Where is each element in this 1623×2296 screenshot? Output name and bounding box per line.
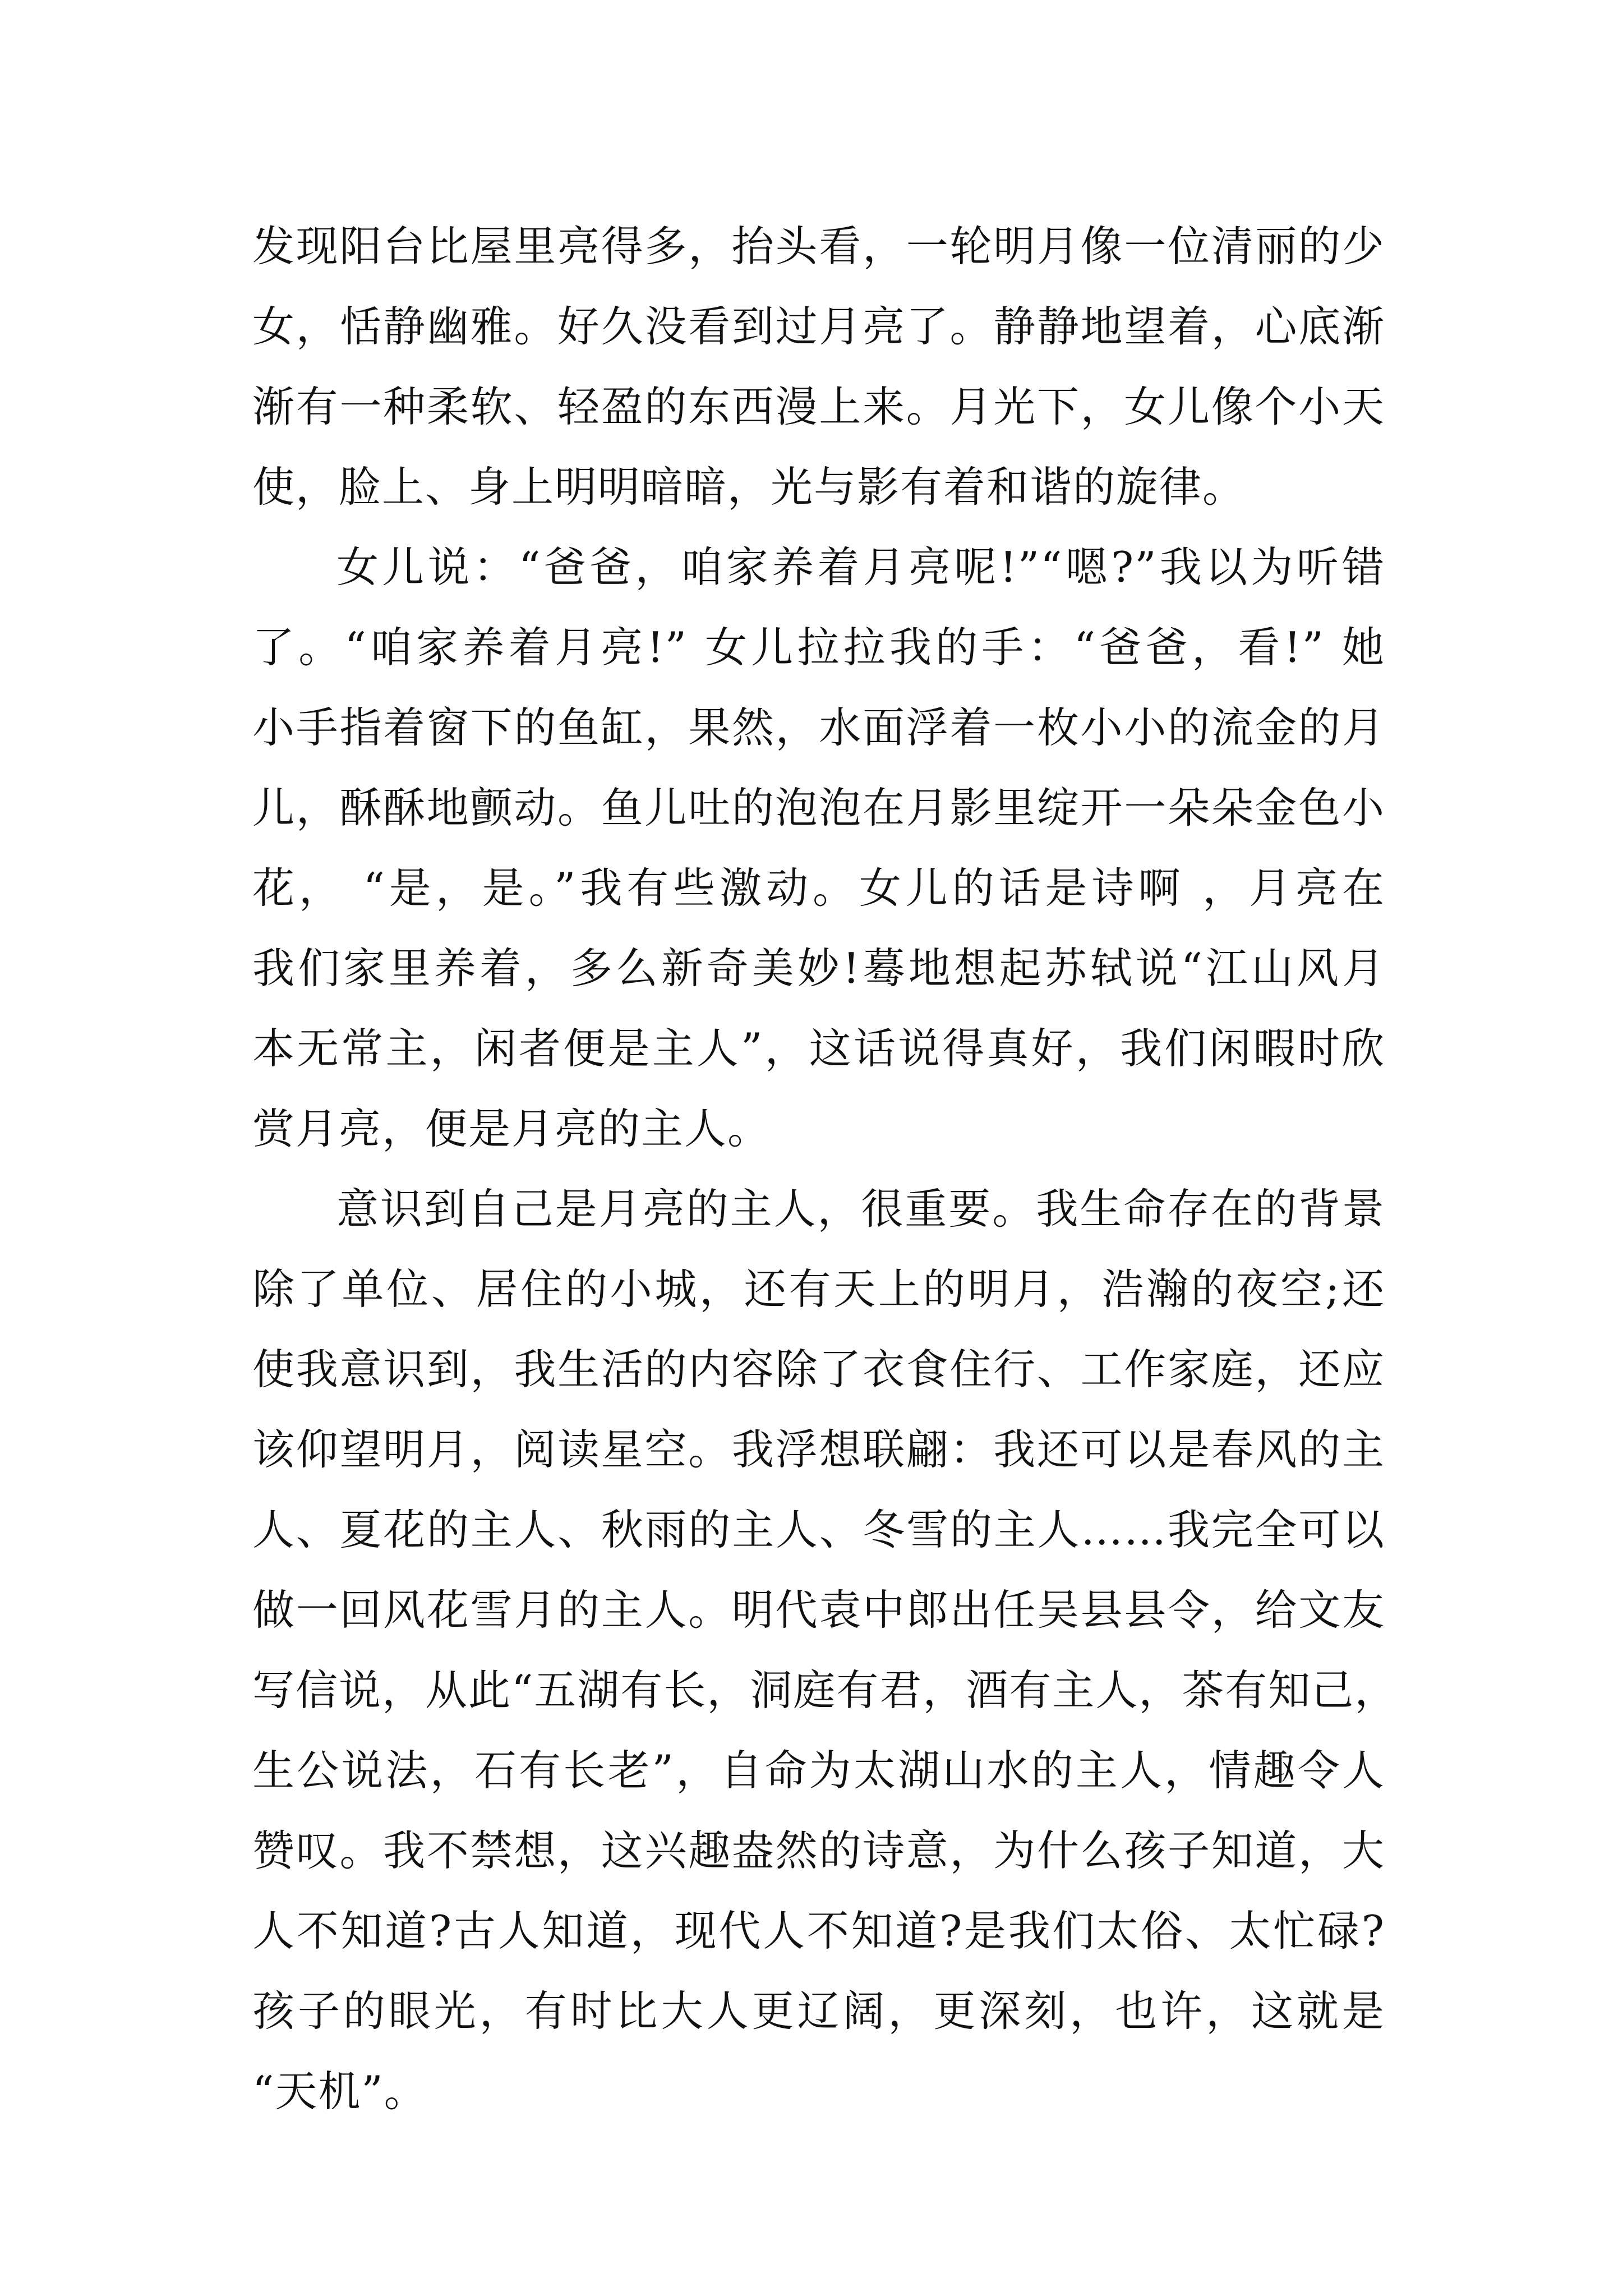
text-line: 儿，酥酥地颤动。鱼儿吐的泡泡在月影里绽开一朵朵金色小 [252,783,1385,832]
text-line: 人不知道?古人知道，现代人不知道?是我们太俗、太忙碌? [252,1906,1385,1955]
article-body [252,206,1398,2132]
text-line: 写信说，从此“五湖有长，洞庭有君，酒有主人，茶有知己， [252,1665,1398,1715]
paragraph-3 [252,1169,1398,2132]
text-line: 女，恬静幽雅。好久没看到过月亮了。静静地望着，心底渐 [252,302,1385,351]
text-line: 小手指着窗下的鱼缸，果然，水面浮着一枚小小的流金的月 [252,703,1385,752]
text-line: 本无常主，闲者便是主人”，这话说得真好，我们闲暇时欣 [252,1024,1385,1073]
text-line: 做一回风花雪月的主人。明代袁中郎出任吴县县令，给文友 [252,1585,1385,1635]
text-line: 我们家里养着，多么新奇美妙!蓦地想起苏轼说“江山风月 [252,944,1385,993]
text-line: 使，脸上、身上明明暗暗，光与影有着和谐的旋律。 [252,462,1246,512]
paragraph-2 [252,527,1385,1169]
paragraph-1 [252,206,1385,527]
text-line: 女儿说：“爸爸，咱家养着月亮呢!”“嗯?”我以为听错 [336,542,1385,592]
text-line: “天机”。 [252,2067,427,2116]
text-line: 了。“咱家养着月亮!” 女儿拉拉我的手：“爸爸，看!” 她 [252,623,1385,672]
text-line: 使我意识到，我生活的内容除了衣食住行、工作家庭，还应 [252,1345,1385,1394]
text-line: 发现阳台比屋里亮得多，抬头看，一轮明月像一位清丽的少 [252,222,1385,271]
text-line: 渐有一种柔软、轻盈的东西漫上来。月光下，女儿像个小天 [252,382,1385,431]
text-line: 意识到自己是月亮的主人，很重要。我生命存在的背景 [336,1184,1385,1234]
text-line: 该仰望明月，阅读星空。我浮想联翩：我还可以是春风的主 [252,1425,1385,1474]
text-line: 赞叹。我不禁想，这兴趣盎然的诗意，为什么孩子知道，大 [252,1826,1385,1875]
text-line: 孩子的眼光，有时比大人更辽阔，更深刻，也许，这就是 [252,1986,1385,2036]
text-line: 人、夏花的主人、秋雨的主人、冬雪的主人……我完全可以 [252,1505,1385,1554]
text-line: 生公说法，石有长老”，自命为太湖山水的主人，情趣令人 [252,1746,1385,1795]
text-line: 除了单位、居住的小城，还有天上的明月，浩瀚的夜空;还 [252,1264,1385,1314]
text-line: 赏月亮，便是月亮的主人。 [252,1104,771,1153]
text-line: 花， “是，是。”我有些激动。女儿的话是诗啊 ，月亮在 [252,863,1385,913]
